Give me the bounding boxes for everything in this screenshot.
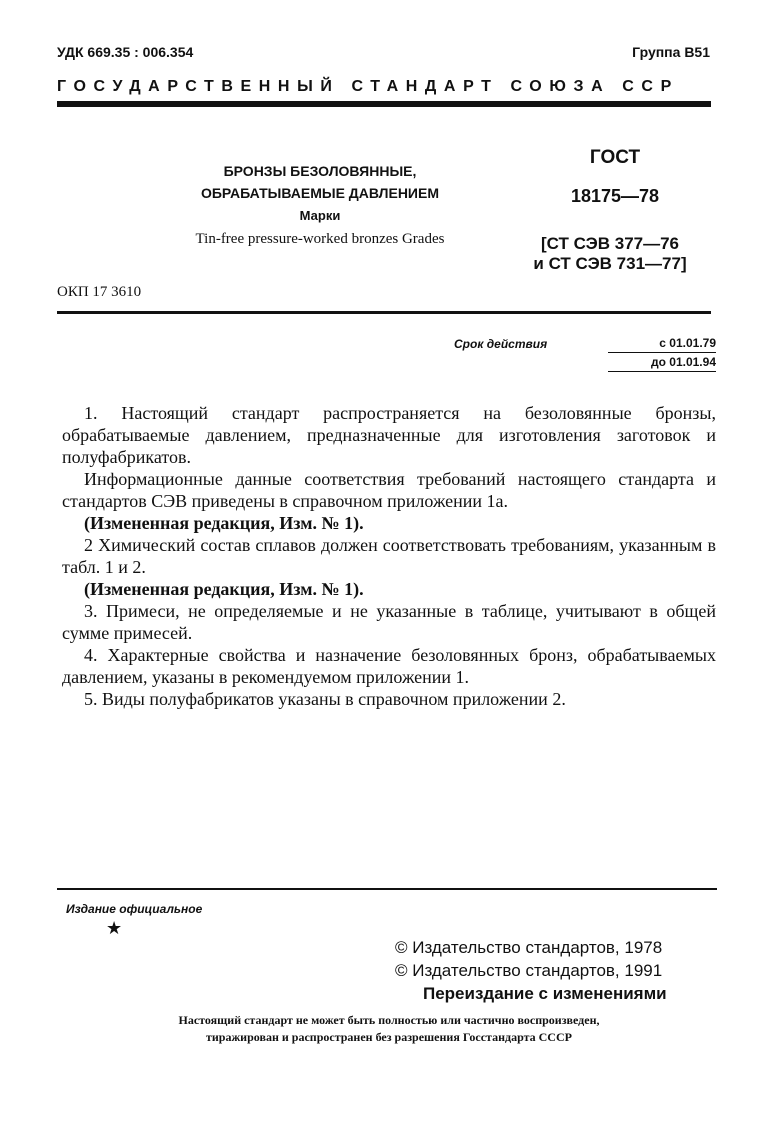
copyright-block (395, 936, 667, 1005)
paragraph-1: 1. Настоящий стандарт распространяется на безоловянные бронзы, обрабатываемые давлением, предназначенные для изготовления заготовок и полуфабрикатов. (62, 403, 716, 467)
document-title-block (100, 160, 540, 248)
gost-label: ГОСТ (589, 147, 641, 168)
st-sev-references (515, 234, 705, 274)
gost-number: 18175—78 (570, 186, 660, 206)
copyright-1991: © Издательство стандартов, 1991 (395, 961, 663, 980)
footer-divider (57, 888, 717, 890)
amendment-note-1: (Измененная редакция, Изм. № 1). (84, 513, 364, 533)
notice-line-1: Настоящий стандарт не может быть полностью или частично воспроизведен, (178, 1013, 600, 1027)
title-line-2: ОБРАБАТЫВАЕМЫЕ ДАВЛЕНИЕМ (200, 185, 439, 201)
reproduction-notice (62, 1012, 716, 1046)
paragraph-1-info: Информационные данные соответствия требований настоящего стандарта и стандартов СЭВ приведены в справочном приложении 1а. (62, 469, 716, 511)
document-body (62, 402, 716, 710)
paragraph-2: 2 Химический состав сплавов должен соответствовать требованиям, указанным в табл. 1 и 2. (62, 535, 716, 577)
reissue-note: Переиздание с изменениями (423, 984, 667, 1003)
paragraph-4: 4. Характерные свойства и назначение безоловянных бронз, обрабатываемых давлением, указаны в рекомендуемом приложении 1. (62, 645, 716, 687)
middle-divider (57, 311, 711, 314)
validity-from: с 01.01.79 (608, 336, 716, 353)
udk-code: УДК 669.35 : 006.354 (57, 44, 194, 60)
okp-code: ОКП 17 3610 (57, 284, 142, 300)
group-code: Группа В51 (632, 44, 710, 60)
paragraph-3: 3. Примеси, не определяемые и не указанные в таблице, учитывают в общей сумме примесей. (62, 601, 716, 643)
validity-dates (608, 336, 716, 372)
top-divider (57, 101, 711, 107)
star-icon: ★ (106, 918, 123, 938)
paragraph-5: 5. Виды полуфабрикатов указаны в справочном приложении 2. (84, 689, 566, 709)
title-english: Tin-free pressure-worked bronzes Grades (195, 231, 445, 247)
validity-to: до 01.01.94 (608, 353, 716, 372)
st-sev-line-2: и СТ СЭВ 731—77] (533, 254, 687, 273)
state-standard-heading: ГОСУДАРСТВЕННЫЙ СТАНДАРТ СОЮЗА ССР (57, 78, 679, 95)
notice-line-2: тиражирован и распространен без разрешения Госстандарта СССР (206, 1030, 572, 1044)
title-subtitle: Марки (299, 208, 341, 223)
copyright-1978: © Издательство стандартов, 1978 (395, 938, 663, 957)
st-sev-line-1: [СТ СЭВ 377—76 (540, 234, 680, 253)
amendment-note-2: (Измененная редакция, Изм. № 1). (84, 579, 364, 599)
validity-label: Срок действия (454, 337, 548, 351)
official-edition-label: Издание официальное (66, 902, 203, 916)
title-line-1: БРОНЗЫ БЕЗОЛОВЯННЫЕ, (223, 163, 417, 179)
